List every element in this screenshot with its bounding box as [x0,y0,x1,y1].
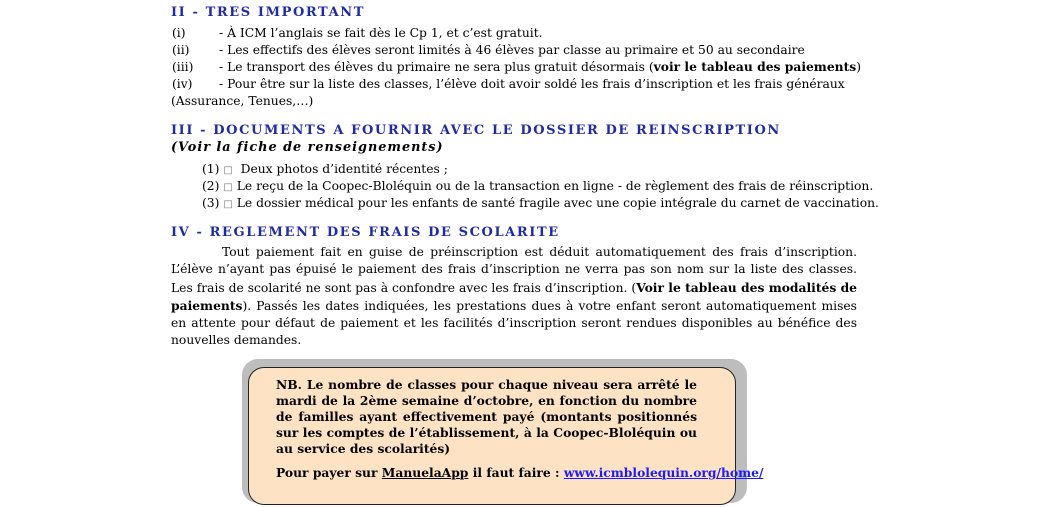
checkbox-icon: □ [223,199,233,210]
payment-modalities-reference: Voir le tableau des modalités de paiements [171,279,857,313]
section-4-title: IV - REGLEMENT DES FRAIS DE SCOLARITE [171,225,560,240]
website-link[interactable]: www.icmblolequin.org/home/ [563,465,764,480]
section-3-subtitle: (Voir la fiche de renseignements) [171,140,444,155]
item-text: - Pour être sur la liste des classes, l’élève doit avoir soldé les frais d’inscription et les frais généraux [219,77,845,91]
item-number: (i) [172,26,186,40]
document-item: (2) □ Le reçu de la Coopec-Bloléquin ou de la transaction en ligne - de règlement des frais de réinscription. [202,179,874,193]
checkbox-icon: □ [223,182,233,193]
item-continuation: (Assurance, Tenues,…) [171,94,314,108]
section-2-title: II - TRES IMPORTANT [171,5,366,20]
item-text: - Les effectifs des élèves seront limités à 46 élèves par classe au primaire et 50 au secondaire [219,43,805,57]
app-name: ManuelaApp [381,465,469,480]
item-number: (iv) [172,77,193,91]
item-number: (ii) [172,43,190,57]
checkbox-icon: □ [223,165,233,176]
document-item: (3) □ Le dossier médical pour les enfants de santé fragile avec une copie intégrale du carnet de vaccination. [202,196,879,210]
item-text: - À ICM l’anglais se fait dès le Cp 1, et c’est gratuit. [219,26,543,40]
section-4-paragraph: Tout paiement fait en guise de préinscription est déduit automatiquement des frais d’inscription. L’élève n’ayant pas épuisé le paiement des frais d’inscription ne verra pas son nom sur la liste des classes. Les frais de scolarité ne sont pas à confondre avec les frais d’inscription. (Voir le tableau des modalités de paiements). Passés les dates indiquées, les prestations dues à votre enfant seront automatiquement mises en attente pour défaut de paiement et les facilités d’inscription seront rendues disponibles au bénéfice des nouvelles demandes. [171,245,857,348]
section-3-title: III - DOCUMENTS A FOURNIR AVEC LE DOSSIER DE REINSCRIPTION [171,123,781,138]
item-text: - Le transport des élèves du primaire ne sera plus gratuit désormais (voir le tableau des paiements) [219,59,862,74]
payment-instructions: Pour payer sur ManuelaApp il faut faire : www.icmblolequin.org/home/ [276,465,764,480]
item-number: (iii) [172,60,194,74]
note-box [248,367,764,505]
payment-table-reference: voir le tableau des paiements [653,59,857,74]
document-item: (1) □ Deux photos d’identité récentes ; [202,162,448,176]
note-text: NB. Le nombre de classes pour chaque niveau sera arrêté le mardi de la 2ème semaine d’octobre, en fonction du nombre de familles ayant effectivement payé (montants positionnés sur les comptes de l’établissement, à la Coopec-Bloléquin ou au service des scolarités) [276,377,697,456]
